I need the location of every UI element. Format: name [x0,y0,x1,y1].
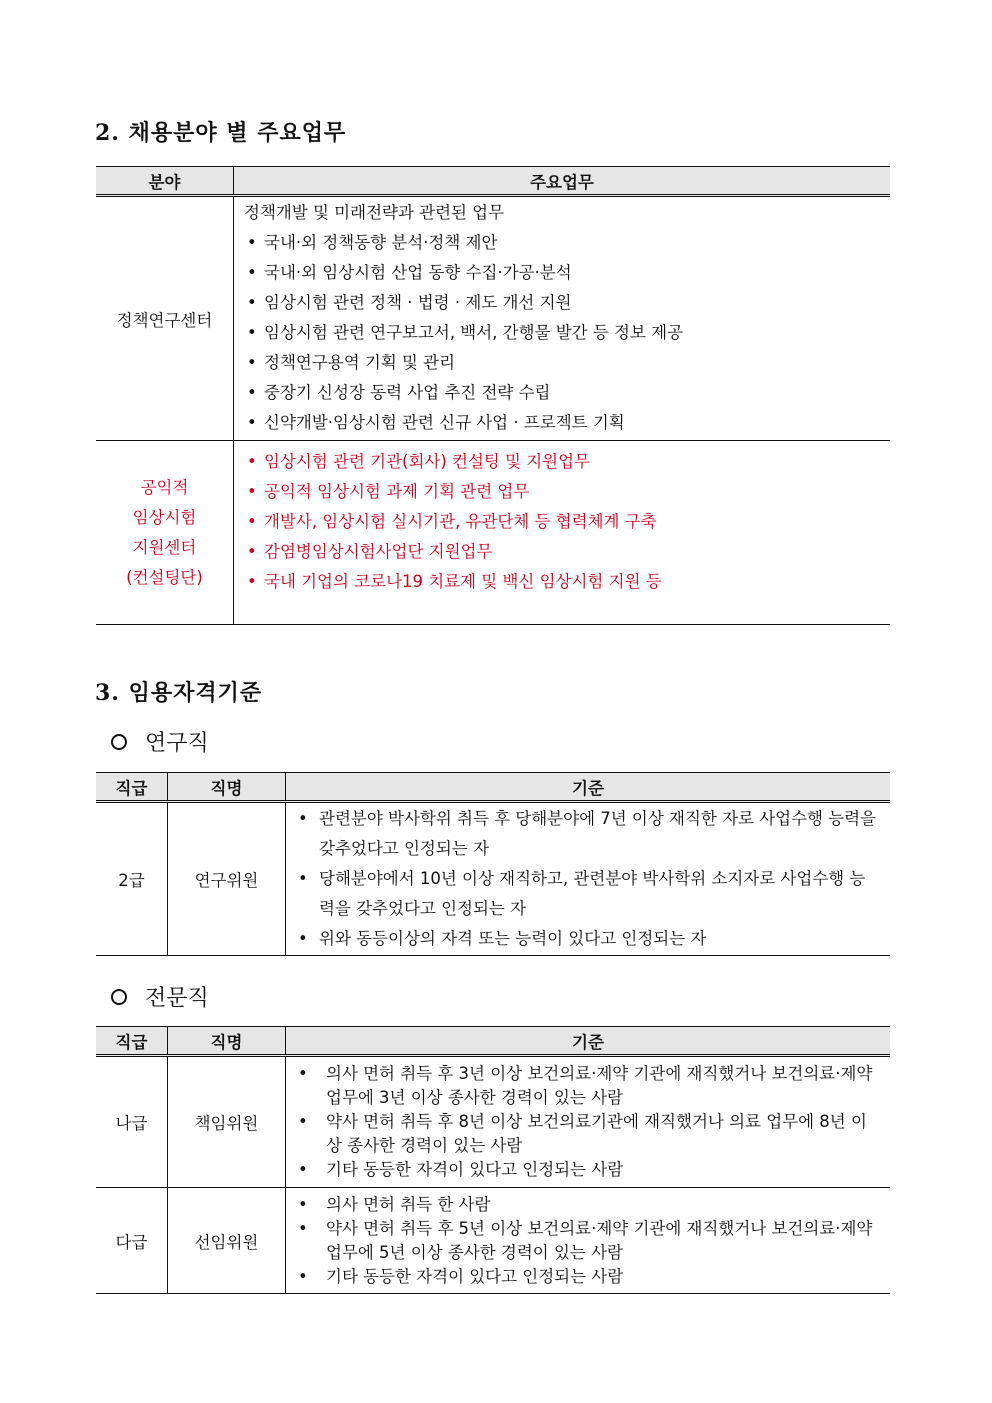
professional-title: 전문직 [145,986,209,1011]
list-item: • 약사 면허 취득 후 8년 이상 보건의료기관에 재직했거나 의료 업무에 8년 이상 종사한 경력이 있는 사람 [286,1110,882,1158]
list-item: • 국내 기업의 코로나19 치료제 및 백신 임상시험 지원 등 [234,567,890,597]
research-title: 연구직 [145,731,209,756]
header-duties: 주요업무 [234,167,891,196]
duties-table [96,166,890,625]
list-item: • 임상시험 관련 연구보고서, 백서, 간행물 발간 등 정보 제공 [234,318,890,348]
professional-table [96,1026,890,1294]
research-subheading [111,726,209,757]
field-line: 공익적 [140,477,189,497]
list-item: • 기타 동등한 자격이 있다고 인정되는 사람 [286,1158,882,1182]
header-title: 직명 [168,773,286,802]
duties-cell [234,196,891,441]
circle-bullet-icon [111,989,127,1005]
header-criteria: 기준 [286,773,891,802]
header-grade: 직급 [96,1027,168,1056]
criteria-cell [286,802,891,956]
list-item: • 정책연구용역 기획 및 관리 [234,348,890,378]
field-cell-consulting [96,441,234,625]
criteria-list [286,804,880,954]
field-line: 지원센터 [132,537,197,557]
header-field: 분야 [96,167,234,196]
list-item: • 당해분야에서 10년 이상 재직하고, 관련분야 박사학위 소지자로 사업수행 능력을 갖추었다고 인정되는 자 [286,864,880,924]
list-item: • 임상시험 관련 정책 · 법령 · 제도 개선 지원 [234,288,890,318]
grade-cell: 2급 [96,802,168,956]
list-item: • 개발사, 임상시험 실시기관, 유관단체 등 협력체계 구축 [234,507,890,537]
header-grade: 직급 [96,773,168,802]
field-line: 임상시험 [132,507,197,527]
title-cell: 선임위원 [168,1188,286,1294]
list-item: • 위와 동등이상의 자격 또는 능력이 있다고 인정되는 자 [286,924,880,954]
circle-bullet-icon [111,734,127,750]
list-item: • 약사 면허 취득 후 5년 이상 보건의료·제약 기관에 재직했거나 보건의료·제약 업무에 5년 이상 종사한 경력이 있는 사람 [286,1217,882,1265]
grade-cell: 다급 [96,1188,168,1294]
list-item: • 관련분야 박사학위 취득 후 당해분야에 7년 이상 재직한 자로 사업수행 능력을 갖추었다고 인정되는 자 [286,804,880,864]
title-cell: 책임위원 [168,1056,286,1188]
criteria-list [286,1062,882,1182]
duties-list [234,228,890,438]
duties-list [234,447,890,597]
list-item: • 중장기 신성장 동력 사업 추진 전략 수립 [234,378,890,408]
section-3-heading: 3. 임용자격기준 [95,680,263,706]
title-cell: 연구위원 [168,802,286,956]
field-line: (컨설팅단) [126,567,203,587]
header-criteria: 기준 [286,1027,891,1056]
list-item: • 기타 동등한 자격이 있다고 인정되는 사람 [286,1265,882,1289]
list-item: • 국내·외 정책동향 분석·정책 제안 [234,228,890,258]
list-item: • 신약개발·임상시험 관련 신규 사업 · 프로젝트 기획 [234,408,890,438]
list-item: • 의사 면허 취득 한 사람 [286,1193,882,1217]
list-item: • 국내·외 임상시험 산업 동향 수집·가공·분석 [234,258,890,288]
list-item: • 공익적 임상시험 과제 기획 관련 업무 [234,477,890,507]
grade-cell: 나급 [96,1056,168,1188]
professional-subheading [111,981,209,1012]
research-table [96,772,890,956]
field-cell: 정책연구센터 [96,196,234,441]
duties-lead: 정책개발 및 미래전략과 관련된 업무 [244,203,505,222]
header-title: 직명 [168,1027,286,1056]
criteria-list [286,1193,882,1289]
criteria-cell [286,1056,891,1188]
list-item: • 임상시험 관련 기관(회사) 컨설팅 및 지원업무 [234,447,890,477]
list-item: • 의사 면허 취득 후 3년 이상 보건의료·제약 기관에 재직했거나 보건의료·제약 업무에 3년 이상 종사한 경력이 있는 사람 [286,1062,882,1110]
section-2-heading: 2. 채용분야 별 주요업무 [95,120,347,146]
criteria-cell [286,1188,891,1294]
list-item: • 감염병임상시험사업단 지원업무 [234,537,890,567]
duties-cell-consulting [234,441,891,625]
